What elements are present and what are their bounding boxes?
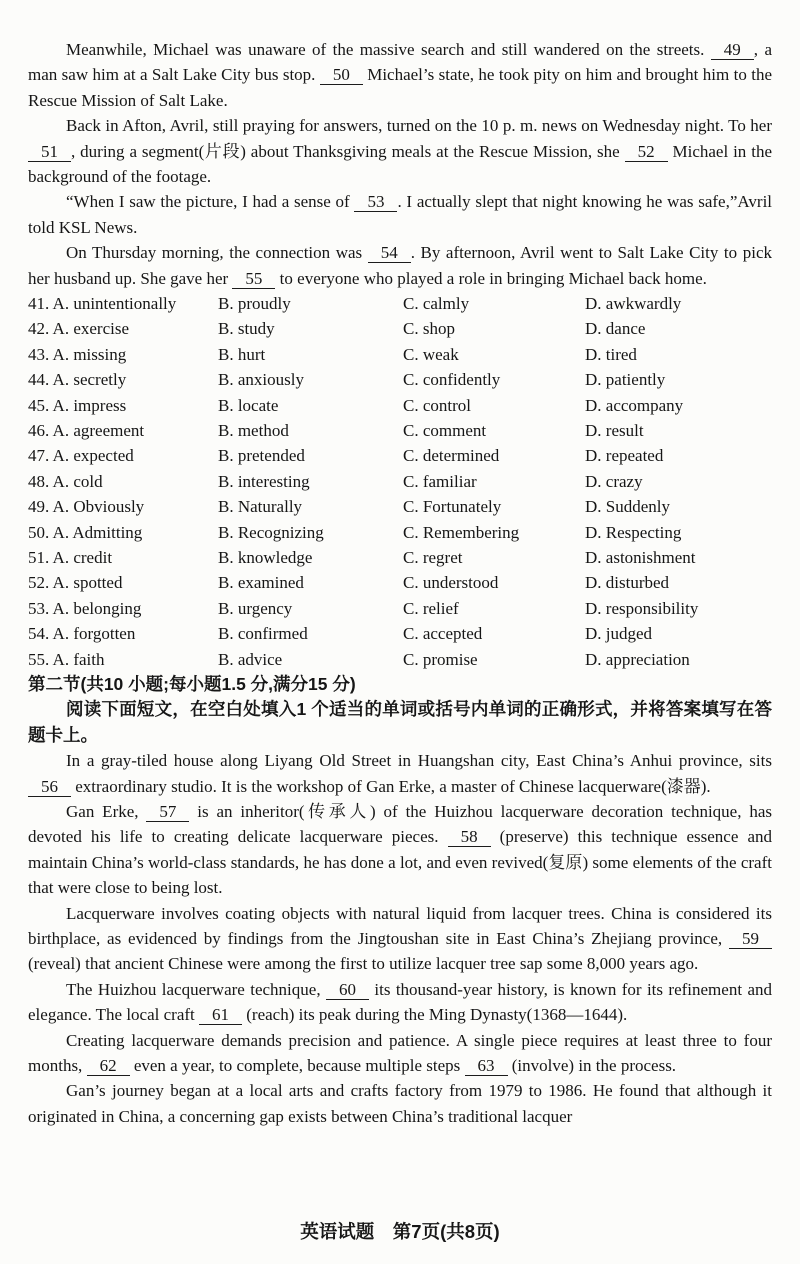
option-c: C. familiar <box>403 471 477 491</box>
option-a: 51. A. credit <box>28 547 113 567</box>
option-row <box>28 316 772 341</box>
option-row <box>28 418 772 443</box>
option-a: 55. A. faith <box>28 649 105 669</box>
blank-56: 56 <box>28 777 71 797</box>
blank-62: 62 <box>87 1056 130 1076</box>
blank-52: 52 <box>625 142 668 162</box>
option-d: D. tired <box>585 344 637 364</box>
option-b: B. method <box>218 421 289 441</box>
passage1-paragraphs <box>28 37 772 291</box>
blank-59: 59 <box>729 929 772 949</box>
option-row <box>28 570 772 595</box>
option-c: C. promise <box>403 649 478 669</box>
option-row <box>28 545 772 570</box>
option-a: 42. A. exercise <box>28 319 130 339</box>
option-b: B. advice <box>218 649 283 669</box>
passage2-paragraphs <box>28 748 772 1129</box>
option-b: B. Recognizing <box>218 522 324 542</box>
blank-54: 54 <box>368 243 411 263</box>
option-b: B. Naturally <box>218 497 303 517</box>
paragraph: Back in Afton, Avril, still praying for answers, turned on the 10 p. m. news on Wednesday night. To her 51 , during a segment(片段) about Thanksgiving meals at the Rescue Mission, she 52 Michael in the background of the footage. <box>28 116 772 187</box>
option-d: D. accompany <box>585 395 684 415</box>
option-a: 52. A. spotted <box>28 573 123 593</box>
option-row <box>28 443 772 468</box>
blank-61: 61 <box>199 1005 242 1025</box>
option-row <box>28 393 772 418</box>
option-c: C. Fortunately <box>403 497 502 517</box>
option-d: D. astonishment <box>585 547 696 567</box>
option-b: B. knowledge <box>218 547 313 567</box>
option-b: B. interesting <box>218 471 310 491</box>
blank-53: 53 <box>354 192 397 212</box>
option-row <box>28 621 772 646</box>
option-row <box>28 367 772 392</box>
page-footer: 英语试题 第7页(共8页) <box>300 1221 500 1242</box>
option-c: C. determined <box>403 446 500 466</box>
paragraph: Meanwhile, Michael was unaware of the massive search and still wandered on the streets. 49 , a man saw him at a Salt Lake City bus stop. 50 Michael’s state, he took pity on him and brought him to the Rescue Mission of Salt Lake. <box>28 40 772 110</box>
blank-63: 63 <box>465 1056 508 1076</box>
paragraph: On Thursday morning, the connection was 54 . By afternoon, Avril went to Salt Lake City to pick her husband up. She gave her 55 to everyone who played a role in bringing Michael back home. <box>28 243 772 288</box>
blank-60: 60 <box>326 980 369 1000</box>
paragraph: “When I saw the picture, I had a sense of 53 . I actually slept that night knowing he was safe,”Avril told KSL News. <box>28 192 773 237</box>
option-c: C. weak <box>403 344 459 364</box>
option-c: C. Remembering <box>403 522 520 542</box>
option-a: 53. A. belonging <box>28 598 142 618</box>
option-d: D. patiently <box>585 370 666 390</box>
option-c: C. confidently <box>403 370 501 390</box>
option-a: 45. A. impress <box>28 395 127 415</box>
option-row <box>28 596 772 621</box>
option-a: 46. A. agreement <box>28 421 145 441</box>
option-row <box>28 342 772 367</box>
option-c: C. comment <box>403 421 487 441</box>
option-b: B. study <box>218 319 275 339</box>
option-row <box>28 469 772 494</box>
option-a: 50. A. Admitting <box>28 522 143 542</box>
option-d: D. result <box>585 421 644 441</box>
option-d: D. disturbed <box>585 573 670 593</box>
paragraph: In a gray-tiled house along Liyang Old Street in Huangshan city, East China’s Anhui province, sits 56 extraordinary studio. It is the workshop of Gan Erke, a master of Chinese lacquerware(漆器). <box>28 748 772 799</box>
option-b: B. confirmed <box>218 624 308 644</box>
option-c: C. regret <box>403 547 463 567</box>
option-c: C. calmly <box>403 294 470 314</box>
blank-58: 58 <box>448 827 491 847</box>
paragraph: Gan Erke, 57 is an inheritor(传承人) of the Huizhou lacquerware decoration technique, has devoted his life to creating delicate lacquerware pieces. 58 (preserve) this technique essence and maintain China’s world-class standards, he has done a lot, and even revived(复原) some elements of the craft that were close to being lost. <box>28 801 772 898</box>
blank-55: 55 <box>232 269 275 289</box>
option-c: C. control <box>403 395 471 415</box>
paragraph: The Huizhou lacquerware technique, 60 its thousand-year history, is known for its refinement and elegance. The local craft 61 (reach) its peak during the Ming Dynasty(1368—1644). <box>28 979 772 1025</box>
option-d: D. crazy <box>585 471 643 491</box>
option-a: 48. A. cold <box>28 471 103 491</box>
option-b: B. urgency <box>218 598 293 618</box>
blank-57: 57 <box>146 802 189 822</box>
option-a: 47. A. expected <box>28 446 134 466</box>
option-d: D. responsibility <box>585 598 699 618</box>
option-c: C. accepted <box>403 624 483 644</box>
blank-50: 50 <box>320 65 363 85</box>
option-a: 41. A. unintentionally <box>28 294 177 314</box>
paragraph: Creating lacquerware demands precision and patience. A single piece requires at least three to four months, 62 even a year, to complete, because multiple steps 63 (involve) in the process. <box>28 1030 772 1076</box>
option-row <box>28 647 772 672</box>
options-table <box>28 291 772 672</box>
option-a: 49. A. Obviously <box>28 497 145 517</box>
blank-49: 49 <box>711 40 754 60</box>
option-c: C. relief <box>403 598 459 618</box>
option-a: 54. A. forgotten <box>28 624 136 644</box>
blank-51: 51 <box>28 142 71 162</box>
paragraph: Gan’s journey began at a local arts and crafts factory from 1979 to 1986. He found that although it originated in China, a concerning gap exists between China’s traditional lacquer <box>28 1081 772 1126</box>
cloze-passage-section <box>28 37 772 291</box>
option-row <box>28 291 772 316</box>
option-b: B. examined <box>218 573 304 593</box>
option-row <box>28 520 772 545</box>
option-b: B. hurt <box>218 344 266 364</box>
section2-heading: 第二节(共10 小题;每小题1.5 分,满分15 分) <box>28 673 356 694</box>
paragraph: Lacquerware involves coating objects with natural liquid from lacquer trees. China is considered its birthplace, as evidenced by findings from the Jingtoushan site in East China’s Zhejiang province, 59 (reveal) that ancient Chinese were among the first to utilize lacquer tree sap some 8,000 years ago. <box>28 903 772 974</box>
section2-instructions: 阅读下面短文，在空白处填入1 个适当的单词或括号内单词的正确形式，并将答案填写在答题卡上。 <box>28 699 772 745</box>
option-a: 44. A. secretly <box>28 370 127 390</box>
option-d: D. repeated <box>585 446 664 466</box>
section2 <box>28 672 772 1129</box>
option-b: B. anxiously <box>218 370 304 390</box>
option-c: C. understood <box>403 573 499 593</box>
option-row <box>28 494 772 519</box>
option-d: D. appreciation <box>585 649 690 669</box>
option-c: C. shop <box>403 319 455 339</box>
option-d: D. awkwardly <box>585 294 682 314</box>
option-d: D. Respecting <box>585 522 682 542</box>
option-b: B. pretended <box>218 446 305 466</box>
option-d: D. dance <box>585 319 646 339</box>
option-d: D. Suddenly <box>585 497 670 517</box>
option-a: 43. A. missing <box>28 344 127 364</box>
option-b: B. proudly <box>218 294 291 314</box>
option-b: B. locate <box>218 395 279 415</box>
option-d: D. judged <box>585 624 653 644</box>
